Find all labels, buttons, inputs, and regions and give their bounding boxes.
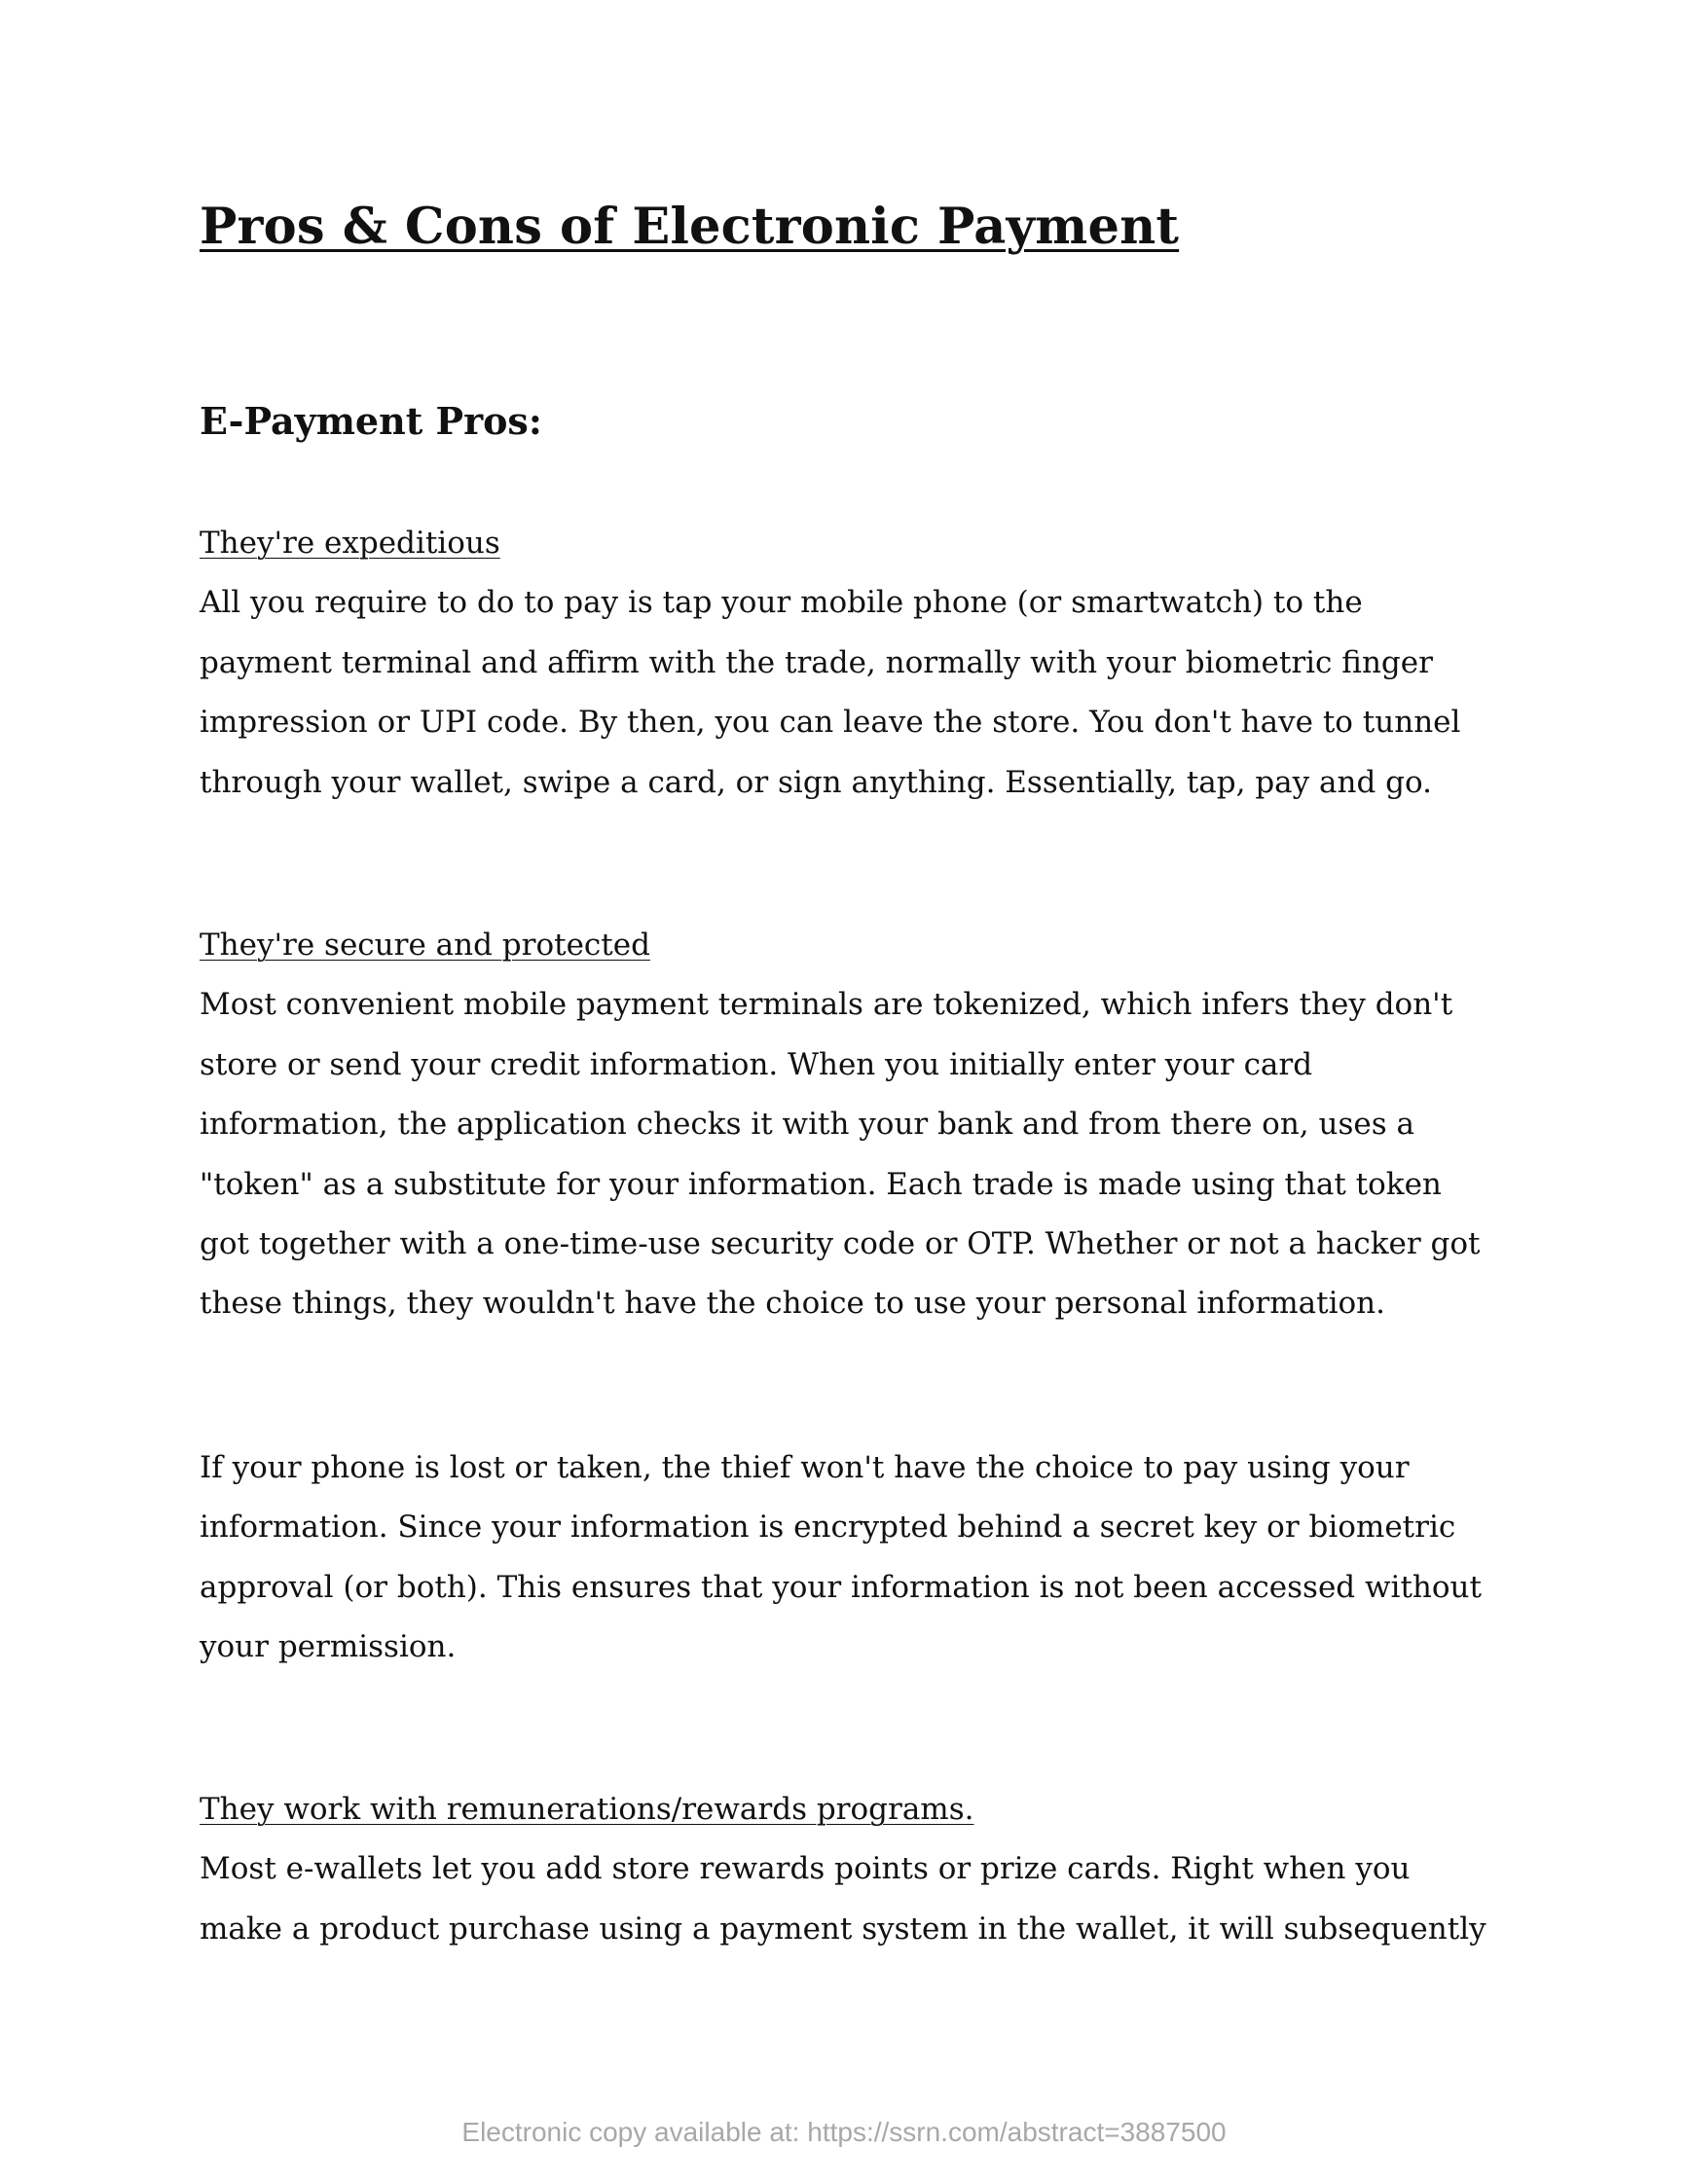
paragraph-rewards	[200, 1839, 1523, 1959]
paragraph-line: store or send your credit information. When you initially enter your card	[200, 1046, 1313, 1082]
paragraph-line: All you require to do to pay is tap your mobile phone (or smartwatch) to the	[200, 585, 1363, 621]
subhead-expeditious: They're expeditious	[200, 526, 500, 561]
paragraph-line: impression or UPI code. By then, you can leave the store. You don't have to tunnel	[200, 705, 1461, 741]
paragraph-line: "token" as a substitute for your information. Each trade is made using that token	[200, 1166, 1442, 1202]
paragraph-line: make a product purchase using a payment system in the wallet, it will subsequently	[200, 1911, 1486, 1947]
paragraph-line: information. Since your information is encrypted behind a secret key or biometric	[200, 1510, 1456, 1546]
paragraph-expeditious	[200, 573, 1523, 813]
subhead-rewards: They work with remunerations/rewards programs.	[200, 1792, 974, 1827]
paragraph-line: got together with a one-time-use security code or OTP. Whether or not a hacker got	[200, 1226, 1481, 1262]
subhead-secure: They're secure and protected	[200, 928, 650, 963]
pros-block-secure	[200, 916, 1523, 1334]
pros-block-expeditious	[200, 514, 1523, 813]
paragraph-line: payment terminal and affirm with the trade, normally with your biometric finger	[200, 644, 1433, 680]
pros-block-lost-phone	[200, 1438, 1523, 1678]
paragraph-secure	[200, 975, 1523, 1333]
paragraph-line: information, the application checks it with your bank and from there on, uses a	[200, 1107, 1414, 1143]
paragraph-line: If your phone is lost or taken, the thief won't have the choice to pay using your	[200, 1450, 1410, 1485]
paragraph-line: your permission.	[200, 1629, 457, 1665]
paragraph-line: through your wallet, swipe a card, or sign anything. Essentially, tap, pay and go.	[200, 764, 1432, 800]
paragraph-line: these things, they wouldn't have the choice to use your personal information.	[200, 1286, 1385, 1322]
paragraph-line: approval (or both). This ensures that your information is not been accessed without	[200, 1569, 1482, 1605]
section-heading-pros: E-Payment Pros:	[200, 399, 542, 443]
document-title: Pros & Cons of Electronic Payment	[200, 198, 1180, 256]
document-body	[200, 193, 1494, 1947]
pros-block-rewards	[200, 1780, 1523, 1959]
paragraph-lost-phone	[200, 1438, 1523, 1678]
paragraph-line: Most e-wallets let you add store rewards points or prize cards. Right when you	[200, 1851, 1411, 1887]
paragraph-line: Most convenient mobile payment terminals are tokenized, which infers they don't	[200, 987, 1453, 1023]
ssrn-footer-watermark: Electronic copy available at: https://ssrn.com/abstract=3887500	[461, 2117, 1227, 2147]
